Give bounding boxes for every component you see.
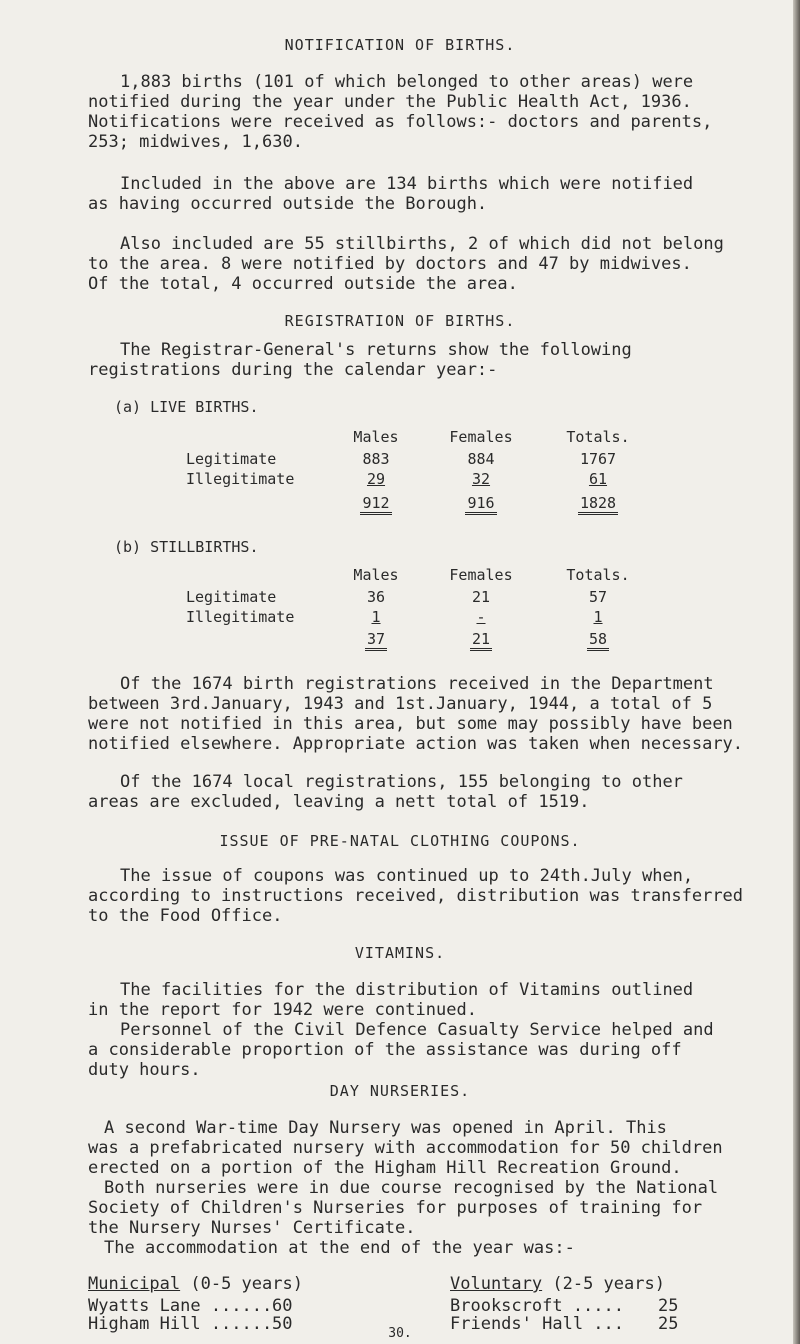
vitamins-para1-line1: The facilities for the distribution of Vitamins outlined [120,980,694,1000]
municipal-heading-line [88,1274,303,1294]
nurseries-para2-line3: the Nursery Nurses' Certificate. [88,1218,416,1238]
live-cell: 61 [588,470,608,488]
voluntary-item-value: 25 [658,1296,679,1316]
live-cell: 32 [471,470,491,488]
municipal-heading: Municipal [88,1274,181,1294]
coupons-para-line3: to the Food Office. [88,906,283,926]
live-header-males: Males [353,428,399,446]
still-cell: 36 [366,588,386,606]
nurseries-para1-line3: erected on a portion of the Higham Hill Recreation Ground. [88,1158,682,1178]
registration-intro-line1: The Registrar-General's returns show the following [120,340,632,360]
voluntary-item-value: 25 [658,1314,679,1334]
registration-para-a-line4: notified elsewhere. Appropriate action was taken when necessary. [88,734,744,754]
voluntary-item-name: Brookscroft ..... [450,1296,624,1316]
still-header-females: Females [449,566,513,584]
notification-para2-line1: Included in the above are 134 births which were notified [120,174,694,194]
notification-para1-line1: 1,883 births (101 of which belonged to other areas) were [120,72,694,92]
live-cell: 1767 [579,450,617,468]
still-header-totals: Totals. [566,566,630,584]
still-row-label: Illegitimate [186,608,295,626]
voluntary-heading: Voluntary [450,1274,543,1294]
live-total: 916 [465,494,496,515]
live-header-females: Females [449,428,513,446]
registration-intro-line2: registrations during the calendar year:- [88,360,498,380]
voluntary-item-name: Friends' Hall ... [450,1314,624,1334]
stillbirths-title: (b) STILLBIRTHS. [114,538,259,556]
still-row-label: Legitimate [186,588,277,606]
live-row-label: Legitimate [186,450,277,468]
coupons-heading: ISSUE OF PRE-NATAL CLOTHING COUPONS. [219,832,581,850]
live-row-label: Illegitimate [186,470,295,488]
registration-para-a-line1: Of the 1674 birth registrations received in the Department [120,674,714,694]
vitamins-para1-line2: in the report for 1942 were continued. [88,1000,477,1020]
notification-para1-line2: notified during the year under the Public Health Act, 1936. [88,92,692,112]
municipal-item-value: 60 [272,1296,293,1316]
notification-para1-line3: Notifications were received as follows:- doctors and parents, [88,112,713,132]
nurseries-para3: The accommodation at the end of the year was:- [104,1238,575,1258]
vitamins-para2-line1: Personnel of the Civil Defence Casualty Service helped and [120,1020,714,1040]
nurseries-para2-line1: Both nurseries were in due course recognised by the National [104,1178,719,1198]
still-cell: 1 [371,608,381,626]
municipal-range: (0-5 years) [190,1274,303,1294]
notification-para3-line1: Also included are 55 stillbirths, 2 of which did not belong [120,234,724,254]
registration-para-a-line3: were not notified in this area, but some may possibly have been [88,714,733,734]
vitamins-para2-line3: duty hours. [88,1060,201,1080]
nurseries-heading: DAY NURSERIES. [329,1082,471,1100]
still-total: 37 [365,630,387,651]
notification-heading: NOTIFICATION OF BIRTHS. [284,36,516,54]
nurseries-para1-line1: A second War-time Day Nursery was opened in April. This [104,1118,667,1138]
live-total: 912 [360,494,391,515]
notification-para3-line3: Of the total, 4 occurred outside the area. [88,274,518,294]
notification-para3-line2: to the area. 8 were notified by doctors and 47 by midwives. [88,254,692,274]
still-cell: 57 [588,588,608,606]
nurseries-para2-line2: Society of Children's Nurseries for purposes of training for [88,1198,703,1218]
municipal-item-value: 50 [272,1314,293,1334]
voluntary-range: (2-5 years) [552,1274,665,1294]
coupons-para-line1: The issue of coupons was continued up to 24th.July when, [120,866,694,886]
municipal-item-name: Higham Hill ...... [88,1314,273,1334]
live-cell: 883 [362,450,390,468]
page-number: 30. [388,1326,412,1341]
still-cell: 21 [471,588,491,606]
voluntary-heading-line [450,1274,665,1294]
vitamins-heading: VITAMINS. [354,944,446,962]
page-edge-shadow [793,0,800,1344]
still-cell: - [476,608,486,626]
live-total: 1828 [578,494,618,515]
registration-heading: REGISTRATION OF BIRTHS. [284,312,516,330]
live-header-totals: Totals. [566,428,630,446]
notification-para1-line4: 253; midwives, 1,630. [88,132,303,152]
still-total: 21 [470,630,492,651]
nurseries-para1-line2: was a prefabricated nursery with accommodation for 50 children [88,1138,723,1158]
live-cell: 29 [366,470,386,488]
live-births-title: (a) LIVE BIRTHS. [114,398,259,416]
coupons-para-line2: according to instructions received, distribution was transferred [88,886,744,906]
registration-para-a-line2: between 3rd.January, 1943 and 1st.January, 1944, a total of 5 [88,694,713,714]
live-cell: 884 [467,450,495,468]
still-header-males: Males [353,566,399,584]
vitamins-para2-line2: a considerable proportion of the assistance was during off [88,1040,682,1060]
registration-para-b-line2: areas are excluded, leaving a nett total of 1519. [88,792,590,812]
still-cell: 1 [593,608,603,626]
registration-para-b-line1: Of the 1674 local registrations, 155 belonging to other [120,772,683,792]
municipal-item-name: Wyatts Lane ...... [88,1296,273,1316]
notification-para2-line2: as having occurred outside the Borough. [88,194,488,214]
still-total: 58 [587,630,609,651]
